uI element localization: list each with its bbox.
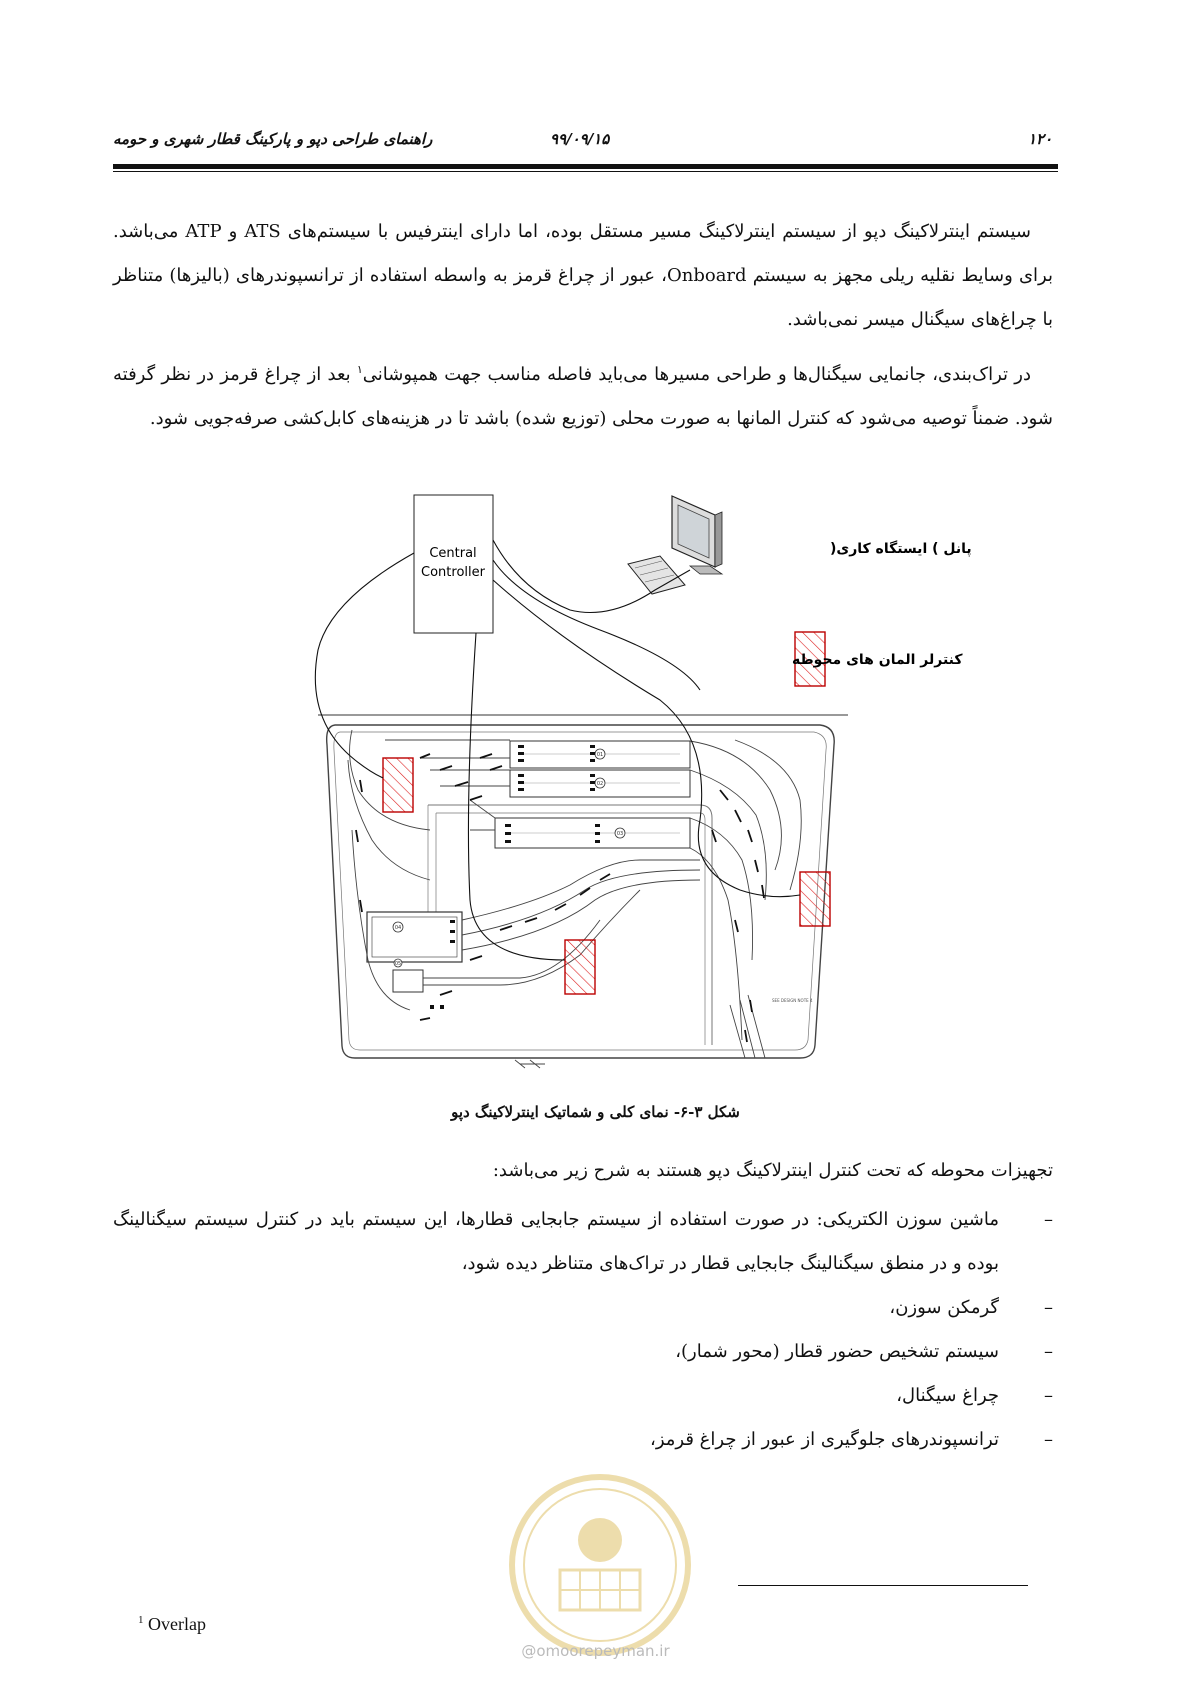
paragraph-1: سیستم اینترلاکینگ دپو از سیستم اینترلاکینگ مسیر مستقل بوده، اما دارای اینترفیس با سیستم‌های ATS و ATP می‌باشد. برای وسایط نقلیه ریلی مجهز به سیستم Onboard، عبور از چراغ قرمز به واسطه استفاده از ترانسپوندرهای (بالیزها) متناظر با چراغ‌های سیگنال میسر نمی‌باشد. [113, 221, 1054, 330]
paragraph-2 [113, 353, 1053, 441]
field-controller-box-1 [383, 758, 413, 812]
footnote-number: 1 [138, 1614, 144, 1626]
list-dash: – [1044, 1209, 1053, 1230]
header-rule-thick [113, 164, 1058, 169]
central-controller-line1: Central [429, 546, 477, 561]
workstation-icon [628, 496, 722, 594]
central-controller-line2: Controller [421, 565, 485, 580]
paragraph-2-part1: در تراک‌بندی، جانمایی سیگنال‌ها و طراحی مسیرها می‌باید فاصله مناسب جهت همپوشانی [362, 364, 1031, 385]
watermark-seal [505, 1470, 695, 1660]
list-dash: – [1044, 1297, 1053, 1318]
footnote-rule [738, 1585, 1028, 1586]
field-controller-box-3 [565, 940, 595, 994]
building-05-label: 05 [394, 961, 402, 967]
panel-label: پانل ) ایستگاه کاری( [830, 541, 972, 557]
paragraph-2-part2: بعد از چراغ قرمز در نظر گرفته شود. ضمناً توصیه می‌شود که کنترل المانها به صورت محلی (توزیع شده) باشد تا در هزینه‌های کابل‌کشی صرفه‌جویی شود. [113, 364, 1053, 429]
header-date: ۹۹/۰۹/۱۵ [550, 130, 610, 148]
watermark-text: @omoorepeyman.ir [521, 1642, 670, 1660]
header-title: راهنمای طراحی دپو و پارکینگ قطار شهری و حومه [113, 130, 433, 148]
footnote-ref: ۱ [356, 363, 363, 376]
depot-interlocking-figure [0, 488, 1191, 1088]
header-rule-thin [113, 171, 1058, 172]
footnote-text: Overlap [148, 1614, 206, 1634]
list-item: – چراغ سیگنال، [113, 1374, 1053, 1418]
footnote [138, 1614, 206, 1635]
field-controller-box-2 [800, 872, 830, 926]
page-number: ۱۲۰ [1028, 130, 1053, 148]
design-note-label: SEE DESIGN NOTE 4 [772, 998, 813, 1003]
figure-caption: شکل ۳-۶- نمای کلی و شماتیک اینترلاکینگ دپو [451, 1103, 740, 1121]
list-dash: – [1044, 1385, 1053, 1406]
list-item: – سیستم تشخیص حضور قطار (محور شمار)، [113, 1330, 1053, 1374]
building-04 [367, 912, 462, 962]
list-intro: تجهیزات محوطه که تحت کنترل اینترلاکینگ دپو هستند به شرح زیر می‌باشد: [492, 1160, 1053, 1181]
list-dash: – [1044, 1341, 1053, 1362]
list-item: – ترانسپوندرهای جلوگیری از عبور از چراغ قرمز، [113, 1418, 1053, 1462]
building-02-label: 02 [596, 781, 604, 787]
building-01-label: 01 [596, 752, 604, 758]
building-03-label: 03 [616, 831, 624, 837]
equipment-list [113, 1198, 1053, 1462]
field-controller-label: کنترلر المان های محوطه [792, 652, 963, 668]
building-03 [495, 818, 690, 848]
list-item: – گرمکن سوزن، [113, 1286, 1053, 1330]
building-04-label: 04 [394, 925, 402, 931]
list-dash: – [1044, 1429, 1053, 1450]
central-controller-box [414, 495, 493, 633]
list-item: – ماشین سوزن الکتریکی: در صورت استفاده از سیستم جابجایی قطارها، این سیستم باید در کنترل سیستم سیگنالینگ بوده و در منطق سیگنالینگ جابجایی قطار در تراک‌های متناظر دیده شود، [113, 1198, 1053, 1286]
